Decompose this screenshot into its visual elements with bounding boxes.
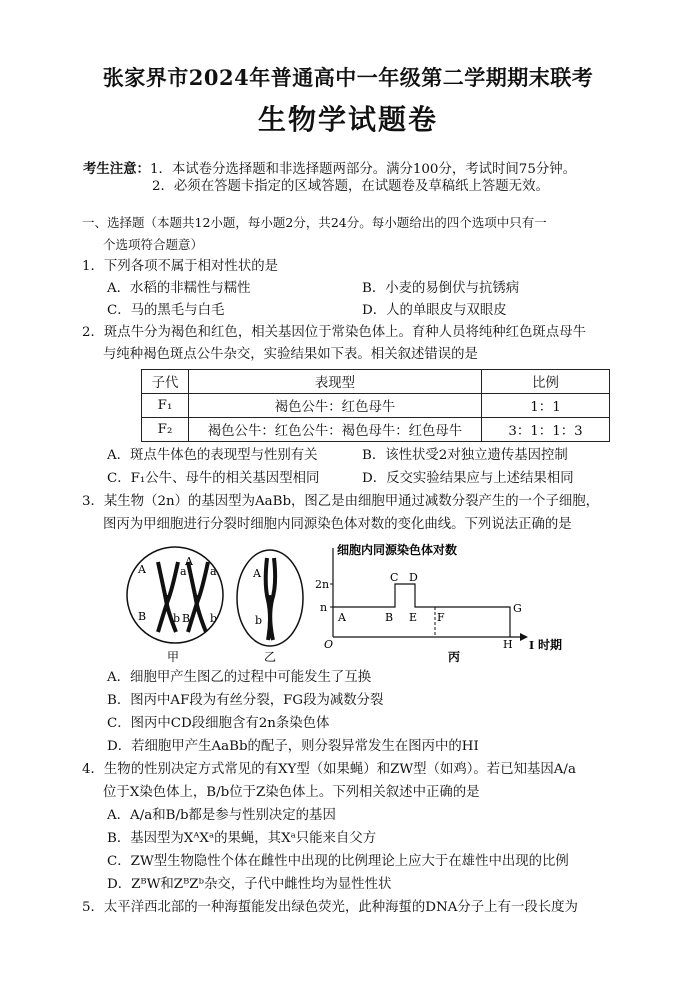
q3-stem-1: 3．某生物（2n）的基因型为AaBb，图乙是由细胞甲通过减数分裂产生的一个子细胞， [82,494,600,509]
graph-bing [315,542,562,652]
point-label: C [390,571,399,584]
gene-label: B [182,612,191,625]
x-axis-title: 时期 [538,638,563,652]
q1-option-b: B．小麦的易倒伏与抗锈病 [362,281,520,296]
gene-label: A [185,555,193,568]
table-cell: 1：1 [482,394,610,418]
gene-label: B [138,610,147,623]
origin-label: O [324,638,334,651]
y-tick-2n: 2n [315,578,330,591]
q2-result-table [141,369,610,442]
table-header-cell: 表现型 [189,370,482,394]
q3-option-a: A．细胞甲产生图乙的过程中可能发生了互换 [107,670,372,685]
table-cell: 褐色公牛：红色公牛：褐色母牛：红色母牛 [189,418,482,442]
y-tick-n: n [320,601,328,614]
gene-label: a [180,565,187,578]
table-cell: F₁ [142,394,189,418]
gene-label: b [210,612,218,625]
gene-label: b [173,612,181,625]
notice-item-2: 2．必须在答题卡指定的区域答题，在试题卷及草稿纸上答题无效。 [152,179,549,194]
cell-jia [127,547,223,643]
point-label: E [409,611,418,624]
point-label: D [409,571,418,584]
table-row [142,418,610,442]
q5-stem-1: 5．太平洋西北部的一种海蜇能发出绿色荧光，此种海蜇的DNA分子上有一段长度为 [82,900,578,915]
q2-option-a: A．斑点牛体色的表现型与性别有关 [107,448,318,463]
section-heading: 一、选择题（本题共12小题，每小题2分，共24分。每小题给出的四个选项中只有一 [82,215,547,230]
q2-option-b: B．该性状受2对独立遗传基因控制 [362,448,568,463]
gene-label: b [255,614,263,627]
point-label: B [385,611,394,624]
point-label: I [529,639,535,652]
cell-yi [237,550,303,646]
section-heading-cont: 个选项符合题意） [103,237,204,252]
point-label: H [503,638,513,651]
gene-label: A [138,563,146,576]
q1-option-a: A．水稻的非糯性与糯性 [107,281,251,296]
q4-option-d: D．ZᴮW和ZᴮZᵇ杂交，子代中雌性均为显性性状 [107,877,392,892]
graph-label: 丙 [448,650,461,664]
exam-title: 张家界市2024年普通高中一年级第二学期期末联考 [102,65,594,90]
x-axis-arrow [520,633,528,641]
notice-line-1 [83,160,576,179]
q4-option-b: B．基因型为XᴬXᵃ的果蝇，其Xᵃ只能来自父方 [107,831,377,846]
q2-option-c: C．F₁公牛、母牛的相关基因型相同 [107,471,320,486]
q4-option-c: C．ZW型生物隐性个体在雌性中出现的比例理论上应大于在雄性中出现的比例 [107,854,569,869]
q4-option-a: A．A/a和B/b都是参与性别决定的基因 [107,808,336,823]
data-curve [333,584,510,637]
notice-item-1: 1．本试卷分选择题和非选择题两部分。满分100分，考试时间75分钟。 [149,162,577,177]
y-axis-title: 细胞内同源染色体对数 [337,543,458,557]
q2-stem-1: 2．斑点牛分为褐色和红色，相关基因位于常染色体上。育种人员将纯种红色斑点母牛 [82,325,586,340]
q1-option-d: D．人的单眼皮与双眼皮 [362,303,507,318]
notice-label: 考生注意： [83,161,150,177]
table-header-cell: 比例 [482,370,610,394]
q3-stem-2: 图丙为甲细胞进行分裂时细胞内同源染色体对数的变化曲线。下列说法正确的是 [103,517,572,532]
q2-option-d: D．反交实验结果应与上述结果相同 [362,471,574,486]
exam-subject-title: 生物学试题卷 [257,103,438,136]
q3-figure [120,540,580,665]
q2-stem-2: 与纯种褐色斑点公牛杂交，实验结果如下表。相关叙述错误的是 [103,347,478,362]
q4-stem-2: 位于X染色体上，B/b位于Z染色体上。下列相关叙述中正确的是 [103,785,480,800]
table-row [142,394,610,418]
cell-yi-label: 乙 [264,650,277,664]
cell-jia-label: 甲 [167,650,180,664]
table-header-cell: 子代 [142,370,189,394]
gene-label: A [253,567,261,580]
q4-stem-1: 4．生物的性别决定方式常见的有XY型（如果蝇）和ZW型（如鸡）。若已知基因A/a [82,762,576,777]
table-cell: F₂ [142,418,189,442]
q1-stem: 1．下列各项不属于相对性状的是 [82,259,278,274]
gene-label: a [210,565,217,578]
table-cell: 褐色公牛：红色母牛 [189,394,482,418]
point-label: G [513,602,522,615]
table-cell: 3：1：1：3 [482,418,610,442]
point-label: F [437,611,445,624]
table-header-row [142,370,610,394]
q3-option-c: C．图丙中CD段细胞含有2n条染色体 [107,716,330,731]
point-label: A [338,611,346,624]
q1-option-c: C．马的黑毛与白毛 [107,303,225,318]
q3-option-d: D．若细胞甲产生AaBb的配子，则分裂异常发生在图丙中的HI [107,739,479,754]
q3-option-b: B．图丙中AF段为有丝分裂，FG段为减数分裂 [107,693,384,708]
